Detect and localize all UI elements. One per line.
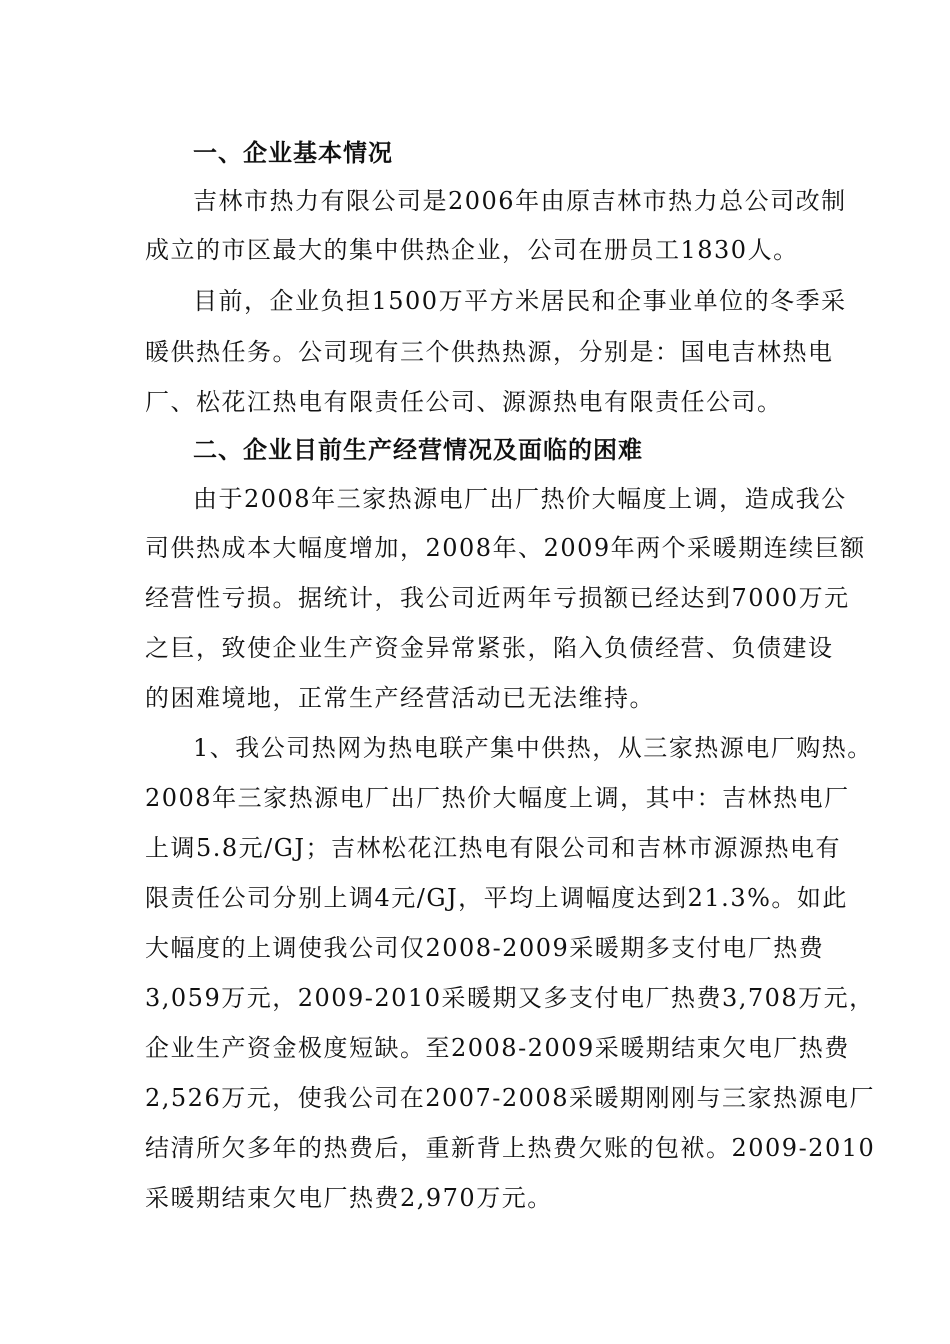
section-1-para-1-line-1: 吉林市热力有限公司是2006年由原吉林市热力总公司改制 [193,187,847,215]
section-1-heading: 一、企业基本情况 [193,138,393,167]
section-2-para-1-line-2: 司供热成本大幅度增加，2008年、2009年两个采暖期连续巨额 [145,534,866,562]
section-2-para-1-line-1: 由于2008年三家热源电厂出厂热价大幅度上调，造成我公 [193,485,847,513]
section-2-para-2-line-4: 限责任公司分别上调4元/GJ，平均上调幅度达到21.3%。如此 [145,884,848,912]
section-2-para-1-line-3: 经营性亏损。据统计，我公司近两年亏损额已经达到7000万元 [145,584,850,612]
section-2-para-2-line-8: 2,526万元，使我公司在2007-2008采暖期刚刚与三家热源电厂 [145,1084,875,1112]
section-2-para-1-line-5: 的困难境地，正常生产经营活动已无法维持。 [145,684,655,712]
section-2-para-2-line-6: 3,059万元，2009-2010采暖期又多支付电厂热费3,708万元， [145,984,875,1012]
section-2-para-2-line-7: 企业生产资金极度短缺。至2008-2009采暖期结束欠电厂热费 [145,1034,850,1062]
section-2-para-2-line-5: 大幅度的上调使我公司仅2008-2009采暖期多支付电厂热费 [145,934,825,962]
section-1-para-2-line-2: 暖供热任务。公司现有三个供热热源，分别是：国电吉林热电 [145,338,834,366]
section-1-para-1-line-2: 成立的市区最大的集中供热企业，公司在册员工1830人。 [145,236,799,264]
section-2-para-2-line-3: 上调5.8元/GJ；吉林松花江热电有限公司和吉林市源源热电有 [145,834,842,862]
section-2-para-1-line-4: 之巨，致使企业生产资金异常紧张，陷入负债经营、负债建设 [145,634,834,662]
section-2-para-2-line-9: 结清所欠多年的热费后，重新背上热费欠账的包袱。2009-2010 [145,1134,876,1162]
section-1-para-2-line-1: 目前，企业负担1500万平方米居民和企事业单位的冬季采 [193,287,847,315]
section-2-para-2-line-10: 采暖期结束欠电厂热费2,970万元。 [145,1184,553,1212]
section-2-para-2-line-1: 1、我公司热网为热电联产集中供热，从三家热源电厂购热。 [193,734,873,762]
section-2-heading: 二、企业目前生产经营情况及面临的困难 [193,435,643,464]
section-2-para-2-line-2: 2008年三家热源电厂出厂热价大幅度上调，其中：吉林热电厂 [145,784,850,812]
section-1-para-2-line-3: 厂、松花江热电有限责任公司、源源热电有限责任公司。 [145,388,783,416]
